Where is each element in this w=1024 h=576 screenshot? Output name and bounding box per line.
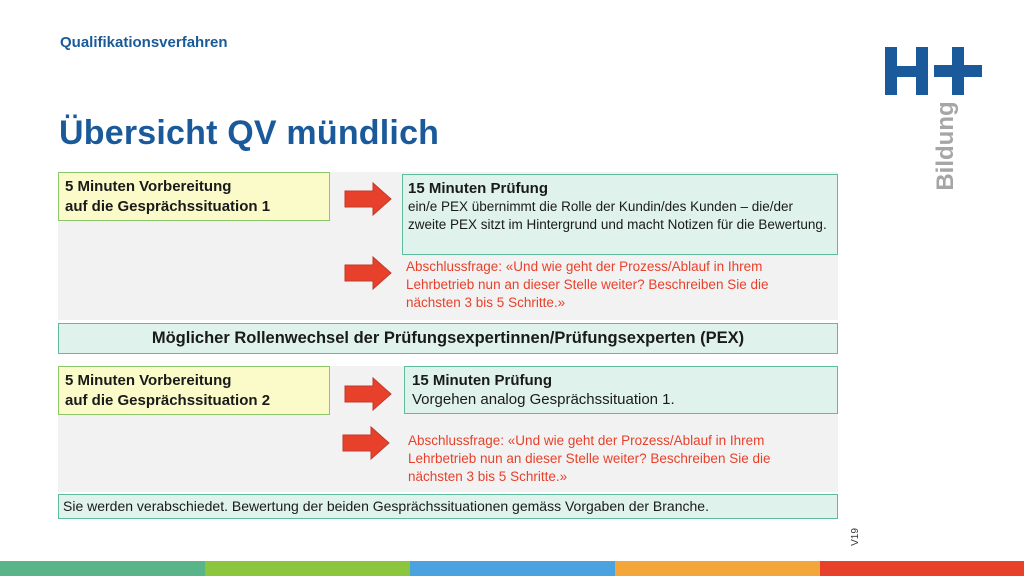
kicker: Qualifikationsverfahren — [60, 34, 228, 51]
situation-2-prep-box — [58, 366, 330, 415]
hplus-bildung-logo — [883, 44, 983, 189]
situation-1-exam-body: ein/e PEX übernimmt die Rolle der Kundin/des Kunden – die/der zweite PEX sitzt im Hintergrund und macht Notizen für die Bewertung. — [408, 199, 827, 232]
situation-1-prep-box — [58, 172, 330, 221]
situation-1-closing-question: Abschlussfrage: «Und wie geht der Prozess/Ablauf in Ihrem Lehrbetrieb nun an dieser Stelle weiter? Beschreiben Sie die nächsten 3 bis 5 Schritte.» — [406, 259, 769, 310]
footer-stripe-1 — [0, 561, 205, 576]
right-arrow-icon — [342, 425, 390, 461]
situation-2-exam-body: Vorgehen analog Gesprächssituation 1. — [412, 391, 675, 408]
situation-2-prep-line2: auf die Gesprächssituation 2 — [65, 392, 271, 409]
footer-stripe-3 — [410, 561, 615, 576]
situation-1-prep-line2: auf die Gesprächssituation 1 — [65, 198, 271, 215]
page-title: Übersicht QV mündlich — [59, 114, 440, 152]
situation-2-exam-box — [404, 366, 838, 414]
closing-note: Sie werden verabschiedet. Bewertung der beiden Gesprächssituationen gemäss Vorgaben der Branche. — [58, 494, 838, 519]
role-change-banner: Möglicher Rollenwechsel der Prüfungsexpertinnen/Prüfungsexperten (PEX) — [58, 323, 838, 354]
situation-1-prep-line1: 5 Minuten Vorbereitung — [65, 178, 232, 195]
right-arrow-icon — [344, 376, 392, 412]
situation-2-exam-head: 15 Minuten Prüfung — [412, 372, 552, 389]
footer-stripe-5 — [820, 561, 1024, 576]
right-arrow-icon — [344, 255, 392, 291]
situation-1-exam-box — [402, 174, 838, 255]
situation-2-closing-question: Abschlussfrage: «Und wie geht der Prozess/Ablauf in Ihrem Lehrbetrieb nun an dieser Stelle weiter? Beschreiben Sie die nächsten 3 bis 5 Schritte.» — [408, 433, 771, 484]
footer-stripe-2 — [205, 561, 410, 576]
footer-stripe-4 — [615, 561, 820, 576]
logo-wordmark: Bildung — [932, 101, 959, 191]
version-label: V19 — [850, 528, 861, 546]
situation-1-exam-head: 15 Minuten Prüfung — [408, 180, 548, 197]
situation-2-prep-line1: 5 Minuten Vorbereitung — [65, 372, 232, 389]
right-arrow-icon — [344, 181, 392, 217]
